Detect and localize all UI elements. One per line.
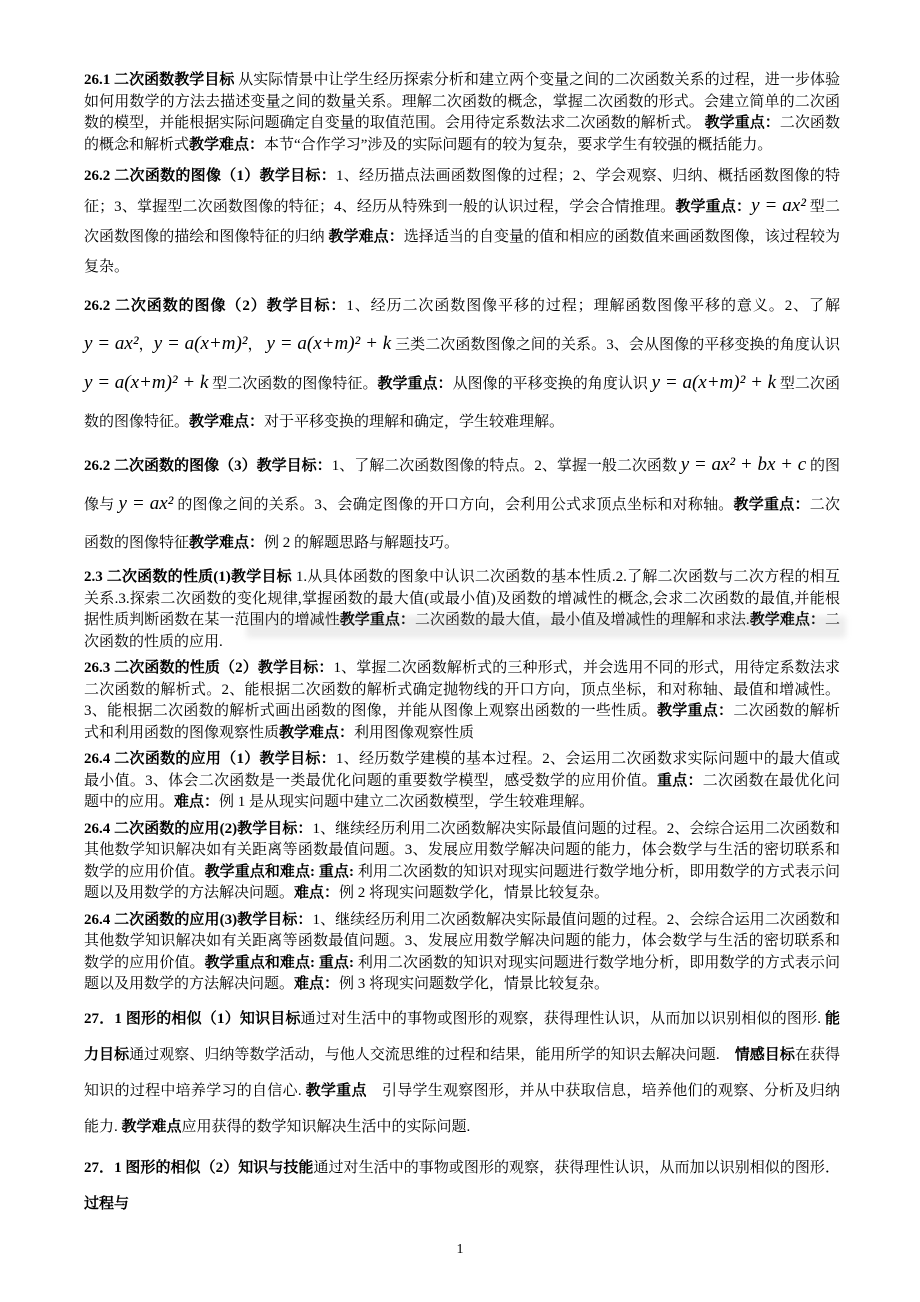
text-run: 1、继续经历利用二次函数解决实际最值问题的过程。2、会综合运用二次函数和其他数学知识解决如有关距离等函数最值问题。3、发展应用数学解决问题的能力，体会数学与生活的密切联系和数学的应用价值。 bbox=[84, 911, 840, 971]
text-run: 二次函数的最大值，最小值及增减性的理解和求法. bbox=[414, 612, 750, 628]
text-run: 在获得知识的过程中培养学习的自信心. bbox=[84, 1046, 840, 1099]
text-run: 型二次函数的图像特征。 bbox=[208, 376, 378, 392]
math-formula: y = ax² bbox=[751, 195, 806, 216]
math-formula: y = ax² bbox=[84, 333, 139, 354]
section-label: 2.3 二次函数的性质(1)教学目标 bbox=[84, 569, 292, 585]
paragraph bbox=[84, 446, 840, 562]
text-run: 二次函数的概念和解析式 bbox=[84, 115, 840, 153]
section-label: 重点： bbox=[656, 772, 703, 789]
text-run: 二次函数的性质的应用. bbox=[84, 612, 840, 650]
text-run: ， bbox=[247, 337, 267, 353]
text-run: 例 2 将现实问题数学化，情景比较复杂。 bbox=[339, 885, 610, 901]
section-label: 过程与 bbox=[84, 1195, 130, 1212]
text-run: 应用获得的数学知识解决生活中的实际问题. bbox=[181, 1118, 471, 1135]
paragraph bbox=[84, 910, 840, 996]
section-label: 教学重点： bbox=[704, 115, 780, 131]
text-run: 型二次函数的图像特征。 bbox=[84, 376, 840, 430]
text-run: 从实际情景中让学生经历探索分析和建立两个变量之间的二次函数关系的过程，进一步体验如何用数学的方法去描述变量之间的数量关系。理解二次函数的概念，掌握二次函数的形式。会建立简单的二次函数的模型，并能根据实际问题确定自变量的取值范围。会用待定系数法求二次函数的解析式。 bbox=[84, 72, 840, 131]
text-run: 对于平移变换的理解和确定，学生较难理解。 bbox=[264, 414, 565, 430]
section-label: 26.4 二次函数的应用（1）教学目标： bbox=[84, 751, 336, 767]
paragraph bbox=[84, 70, 840, 156]
text-run: ， bbox=[138, 337, 154, 353]
section-label: 27．1 图形的相似（1）知识目标 bbox=[84, 1010, 301, 1027]
section-label: 26.1 二次函数教学目标 bbox=[84, 72, 235, 88]
section-label: 教学难点： bbox=[189, 414, 265, 430]
paragraph bbox=[84, 819, 840, 905]
text-run: 1、继续经历利用二次函数解决实际最值问题的过程。2、会综合运用二次函数和其他数学知识解决如有关距离等函数最值问题。3、发展应用数学解决问题的能力，体会数学与生活的密切联系和数学的应用价值。 bbox=[84, 820, 840, 880]
text-run: 例 2 的解题思路与解题技巧。 bbox=[264, 535, 460, 551]
section-label: 26.2 二次函数的图像（1）教学目标： bbox=[84, 168, 336, 184]
section-label: 教学重点 bbox=[305, 1082, 367, 1099]
text-run: 利用图像观察性质 bbox=[354, 724, 475, 741]
section-label: 能力目标 bbox=[84, 1010, 840, 1063]
paragraph bbox=[84, 1150, 840, 1222]
text-run: 从图像的平移变换的角度认识 bbox=[452, 376, 652, 392]
text-run: 1、经历二次函数图像平移的过程；理解函数图像平移的意义。2、了解 bbox=[346, 298, 840, 314]
text-run: 利用二次函数的知识对现实问题进行数学地分析，即用数学的方式表示问题以及用数学的方法解决问题。 bbox=[84, 954, 840, 992]
section-label: 情感目标 bbox=[734, 1046, 795, 1063]
math-formula: y = ax² bbox=[118, 493, 174, 514]
text-run: 通过对生活中的事物或图形的观察，获得理性认识，从而加以识别相似的图形. bbox=[300, 1010, 825, 1027]
section-label: 教学重点和难点: 重点: bbox=[204, 863, 354, 880]
paragraph bbox=[84, 567, 840, 653]
paragraph bbox=[84, 749, 840, 814]
text-run: 1、了解二次函数图像的特点。2、掌握一般二次函数 bbox=[331, 458, 681, 474]
section-label: 26.3 二次函数的性质（2）教学目标： bbox=[84, 660, 334, 676]
section-label: 教学难点： bbox=[279, 724, 355, 741]
section-label: 教学重点： bbox=[675, 199, 752, 215]
section-label: 教学重点： bbox=[656, 703, 734, 719]
section-label: 难点： bbox=[294, 885, 340, 901]
math-formula: y = a(x+m)² + k bbox=[266, 333, 392, 354]
paragraph bbox=[84, 658, 840, 744]
math-formula: y = ax² + bx + c bbox=[680, 454, 807, 475]
text-run: 通过对生活中的事物或图形的观察，获得理性认识，从而加以识别相似的图形． bbox=[313, 1159, 840, 1176]
text-run: 本节“合作学习”涉及的实际问题有的较为复杂，要求学生有较强的概括能力。 bbox=[264, 136, 773, 153]
text-run: 例 1 是从现实问题中建立二次函数模型，学生较难理解。 bbox=[219, 794, 595, 810]
text-run: 1、经历数学建模的基本过程。2、会运用二次函数求实际问题中的最大值或最小值。3、体会二次函数是一类最优化问题的重要数学模型，感受数学的应用价值。 bbox=[84, 751, 840, 789]
text-run: 1.从具体函数的图象中认识二次函数的基本性质.2.了解二次函数与二次方程的相互关系.3.探索二次函数的变化规律,掌握函数的最大值(或最小值)及函数的增减性的概念,会求二次函数的最值,并能根据性质判断函数在某一范围内的增减性 bbox=[84, 569, 840, 628]
page-body bbox=[84, 70, 840, 1227]
paragraph bbox=[84, 287, 840, 441]
text-run: 二次函数的图像特征 bbox=[84, 497, 840, 551]
section-label: 教学重点： bbox=[733, 497, 810, 513]
section-label: 27．1 图形的相似（2）知识与技能 bbox=[84, 1159, 314, 1176]
math-formula: y = a(x+m)² bbox=[153, 333, 248, 354]
section-label: 教学难点： bbox=[189, 535, 265, 551]
section-label: 26.2 二次函数的图像（3）教学目标： bbox=[84, 458, 332, 474]
text-run: 1、经历描点法画函数图像的过程；2、学会观察、归纳、概括函数图像的特征；3、掌握型二次函数图像的特征；4、经历从特殊到一般的认识过程，学会合情推理。 bbox=[84, 168, 840, 215]
text-run: 的图像与 bbox=[84, 458, 840, 513]
math-formula: y = a(x+m)² + k bbox=[84, 372, 209, 393]
text-run: 二次函数在最优化问题中的应用。 bbox=[84, 772, 840, 810]
section-label: 难点： bbox=[174, 794, 220, 810]
page-number: 1 bbox=[456, 1242, 464, 1257]
section-label: 26.4 二次函数的应用(3)教学目标： bbox=[84, 911, 313, 928]
paragraph bbox=[84, 1001, 840, 1145]
section-label: 教学难点： bbox=[189, 136, 265, 153]
text-run: 例 3 将现实问题数学化，情景比较复杂。 bbox=[339, 976, 610, 992]
math-formula: y = a(x+m)² + k bbox=[651, 372, 777, 393]
section-label: 教学难点： bbox=[749, 612, 825, 628]
section-label: 教学难点： bbox=[328, 229, 404, 245]
text-run: 的图像之间的关系。3、会确定图像的开口方向，会利用公式求顶点坐标和对称轴。 bbox=[173, 497, 734, 513]
section-label: 26.4 二次函数的应用(2)教学目标： bbox=[84, 820, 313, 837]
text-run: 二次函数的解析式和利用函数的图像观察性质 bbox=[84, 703, 840, 741]
section-label: 难点： bbox=[294, 976, 340, 992]
section-label: 教学重点： bbox=[339, 612, 415, 628]
text-run: 引导学生观察图形，并从中获取信息，培养他们的观察、分析及归纳能力. bbox=[84, 1082, 840, 1135]
section-label: 教学重点： bbox=[377, 376, 453, 392]
text-run: 利用二次函数的知识对现实问题进行数学地分析，即用数学的方式表示问题以及用数学的方法解决问题。 bbox=[84, 863, 840, 901]
section-label: 26.2 二次函数的图像（2）教学目标： bbox=[84, 298, 347, 314]
text-run: 三类二次函数图像之间的关系。3、会从图像的平移变换的角度认识 bbox=[391, 337, 840, 353]
paragraph bbox=[84, 161, 840, 282]
text-run: 通过观察、归纳等数学活动，与他人交流思维的过程和结果，能用所学的知识去解决问题. bbox=[129, 1046, 735, 1063]
section-label: 教学重点和难点: 重点: bbox=[204, 954, 354, 971]
section-label: 教学难点 bbox=[121, 1118, 182, 1135]
text-run: 型二次函数图像的描绘和图像特征的归纳 bbox=[84, 199, 840, 245]
text-run: 选择适当的自变量的值和相应的函数值来画函数图像，该过程较为复杂。 bbox=[84, 229, 840, 275]
text-run: 1、掌握二次函数解析式的三种形式，并会选用不同的形式，用待定系数法求二次函数的解析式。2、能根据二次函数的解析式确定抛物线的开口方向，顶点坐标，和对称轴、最值和增减性。3、能根据二次函数的解析式画出函数的图像，并能从图像上观察出函数的一些性质。 bbox=[84, 660, 840, 719]
